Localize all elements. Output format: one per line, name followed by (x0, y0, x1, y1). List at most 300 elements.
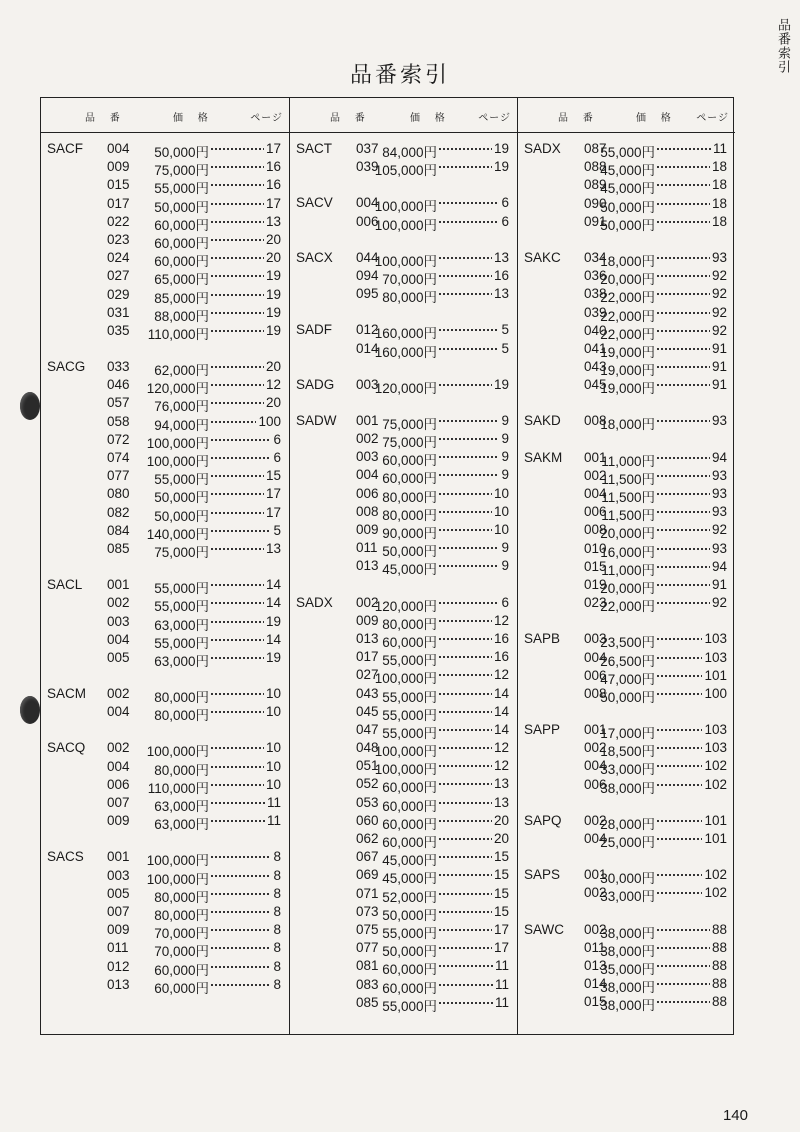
leader-dots (657, 529, 715, 531)
page-ref: 10 (493, 485, 509, 501)
index-row (518, 541, 735, 559)
leader-dots (439, 747, 497, 749)
index-row (518, 867, 735, 885)
index-row (41, 287, 289, 305)
price: 80,000円 (154, 889, 209, 905)
page-ref: 8 (273, 885, 281, 901)
index-row (41, 595, 289, 613)
part-code: 009 (356, 522, 379, 537)
page-ref: 20 (493, 831, 509, 846)
model-prefix: SACM (47, 686, 87, 702)
price: 75,000円 (154, 163, 209, 179)
index-row (41, 650, 289, 668)
index-row (41, 505, 289, 523)
part-code: 052 (356, 776, 379, 792)
header-page: ページ (478, 113, 511, 124)
index-row (41, 414, 289, 432)
index-row (518, 994, 735, 1012)
part-code: 004 (107, 631, 130, 647)
page-ref: 8 (273, 849, 281, 865)
index-row (41, 196, 289, 214)
index-row (518, 286, 735, 304)
part-code: 003 (356, 449, 379, 465)
part-code: 069 (356, 867, 379, 883)
index-row (290, 377, 517, 395)
model-group (290, 250, 517, 305)
index-row (518, 522, 735, 540)
model-group (518, 722, 735, 795)
part-code: 081 (356, 958, 379, 974)
part-code: 009 (356, 612, 379, 628)
leader-dots (211, 257, 269, 259)
part-code: 085 (356, 994, 379, 1010)
index-row (518, 250, 735, 268)
part-code: 038 (584, 286, 607, 302)
index-row (290, 667, 517, 685)
part-code: 019 (584, 576, 607, 592)
leader-dots (211, 203, 269, 205)
leader-dots (439, 166, 497, 168)
part-code: 012 (356, 322, 379, 338)
leader-dots (657, 566, 715, 568)
page-ref: 17 (265, 486, 281, 502)
part-code: 043 (356, 685, 379, 701)
leader-dots (439, 838, 497, 840)
leader-dots (211, 148, 269, 150)
page-ref: 20 (265, 395, 281, 411)
leader-dots (211, 711, 269, 713)
leader-dots (211, 766, 269, 768)
price: 55,000円 (600, 145, 655, 160)
part-code: 009 (107, 922, 130, 938)
index-row (290, 250, 517, 268)
index-row (290, 341, 517, 359)
leader-dots (439, 856, 497, 858)
part-code: 002 (584, 885, 607, 901)
price: 55,000円 (154, 472, 209, 488)
page-ref: 11 (494, 958, 509, 974)
page-ref: 91 (711, 576, 727, 592)
price: 50,000円 (600, 199, 655, 215)
leader-dots (657, 384, 715, 386)
page-ref: 91 (711, 340, 727, 356)
price: 45,000円 (382, 853, 437, 869)
leader-dots (657, 493, 715, 495)
part-code: 010 (584, 540, 607, 556)
price: 30,000円 (600, 871, 655, 887)
part-code: 001 (107, 849, 130, 865)
leader-dots (657, 293, 715, 295)
header-part-number: 品 番 (85, 113, 126, 124)
part-code: 001 (584, 449, 607, 465)
part-code: 023 (584, 595, 607, 611)
leader-dots (439, 674, 497, 676)
page-ref: 6 (501, 594, 509, 610)
part-code: 045 (584, 377, 607, 393)
page-ref: 88 (711, 939, 727, 955)
leader-dots (439, 348, 497, 350)
price: 80,000円 (154, 907, 209, 923)
price: 55,000円 (154, 599, 209, 615)
part-code: 075 (356, 921, 379, 937)
part-code: 002 (356, 594, 379, 610)
price: 85,000円 (154, 290, 209, 306)
leader-dots (657, 420, 715, 422)
index-row (41, 886, 289, 904)
leader-dots (439, 293, 497, 295)
page-ref: 16 (493, 649, 509, 665)
leader-dots (211, 693, 269, 695)
leader-dots (657, 511, 715, 513)
page-ref: 10 (265, 776, 281, 792)
part-code: 003 (356, 376, 379, 392)
index-row (290, 940, 517, 958)
part-code: 008 (356, 503, 379, 519)
leader-dots (211, 929, 269, 931)
model-prefix: SACT (296, 141, 333, 156)
price: 60,000円 (154, 217, 209, 233)
part-code: 002 (584, 740, 607, 756)
price: 50,000円 (382, 907, 437, 923)
leader-dots (211, 530, 269, 532)
page-ref: 19 (493, 141, 509, 156)
page-ref: 20 (265, 231, 281, 247)
part-code: 087 (584, 141, 607, 156)
model-group (41, 141, 289, 341)
model-group (290, 595, 517, 1013)
page-ref: 91 (711, 377, 727, 393)
page-ref: 10 (265, 704, 281, 720)
price: 120,000円 (146, 381, 209, 397)
price: 19,000円 (600, 381, 655, 397)
part-code: 008 (584, 522, 607, 538)
leader-dots (657, 184, 715, 186)
index-row (518, 486, 735, 504)
index-row (518, 468, 735, 486)
part-code: 004 (584, 486, 607, 501)
model-prefix: SACX (296, 249, 333, 265)
model-prefix: SAPP (524, 722, 561, 738)
page-ref: 18 (711, 177, 727, 193)
index-row (290, 686, 517, 704)
page-ref: 93 (711, 486, 727, 501)
part-code: 043 (584, 359, 607, 375)
page-ref: 16 (493, 630, 509, 646)
index-row (290, 613, 517, 631)
index-row (290, 722, 517, 740)
index-row (290, 813, 517, 831)
price: 60,000円 (382, 816, 437, 832)
index-row (290, 595, 517, 613)
part-code: 012 (107, 958, 130, 974)
page-ref: 19 (493, 376, 509, 392)
page-ref: 100 (258, 413, 281, 429)
leader-dots (439, 656, 497, 658)
leader-dots (439, 820, 497, 822)
price: 47,000円 (600, 671, 655, 687)
price: 60,000円 (382, 962, 437, 978)
part-code: 006 (584, 776, 607, 792)
index-row (41, 632, 289, 650)
page-ref: 13 (493, 286, 509, 302)
page-ref: 103 (704, 649, 727, 665)
index-row (518, 196, 735, 214)
model-prefix: SAKD (524, 413, 561, 429)
leader-dots (211, 657, 269, 659)
model-prefix: SAPS (524, 867, 561, 883)
index-row (41, 704, 289, 722)
leader-dots (211, 621, 269, 623)
price: 55,000円 (382, 998, 437, 1014)
leader-dots (211, 856, 269, 858)
page-ref: 16 (265, 177, 281, 193)
index-row (518, 141, 735, 159)
page-ref: 10 (265, 758, 281, 774)
header-price: 価 格 (173, 113, 214, 124)
page-ref: 10 (265, 686, 281, 702)
page-ref: 12 (493, 612, 509, 628)
index-row (518, 577, 735, 595)
part-code: 003 (107, 867, 130, 883)
part-code: 045 (356, 703, 379, 719)
price: 100,000円 (374, 217, 437, 233)
index-row (518, 450, 735, 468)
price: 45,000円 (382, 562, 437, 578)
price: 55,000円 (154, 181, 209, 197)
part-code: 084 (107, 522, 130, 538)
page-ref: 20 (265, 359, 281, 375)
price: 60,000円 (382, 798, 437, 814)
page-ref: 102 (704, 758, 727, 774)
index-row (518, 958, 735, 976)
page-ref: 93 (711, 467, 727, 483)
index-row (41, 395, 289, 413)
index-row (518, 940, 735, 958)
index-row (518, 831, 735, 849)
leader-dots (439, 638, 497, 640)
model-group (41, 577, 289, 668)
page-ref: 17 (265, 504, 281, 520)
part-code: 085 (107, 540, 130, 556)
side-index-tab: 品番索引 (776, 18, 791, 74)
price: 38,000円 (600, 780, 655, 796)
index-row (41, 450, 289, 468)
index-row (41, 541, 289, 559)
page-ref: 19 (265, 304, 281, 320)
price: 19,000円 (600, 344, 655, 360)
index-row (41, 359, 289, 377)
index-row (290, 431, 517, 449)
price: 50,000円 (382, 544, 437, 560)
part-code: 029 (107, 286, 130, 302)
page-ref: 14 (265, 631, 281, 647)
price: 50,000円 (154, 199, 209, 215)
price: 80,000円 (382, 507, 437, 523)
price: 140,000円 (146, 526, 209, 542)
model-group (518, 867, 735, 903)
price: 55,000円 (154, 581, 209, 597)
page-ref: 14 (265, 577, 281, 593)
page-ref: 14 (265, 595, 281, 611)
part-code: 006 (584, 667, 607, 683)
index-row (41, 250, 289, 268)
page-ref: 19 (265, 649, 281, 665)
price: 100,000円 (146, 454, 209, 469)
page-ref: 8 (273, 867, 281, 883)
price: 45,000円 (382, 871, 437, 887)
leader-dots (439, 456, 497, 458)
index-row (518, 650, 735, 668)
model-prefix: SACL (47, 577, 83, 593)
part-code: 002 (107, 686, 130, 702)
index-row (518, 359, 735, 377)
price: 100,000円 (146, 871, 209, 887)
part-code: 013 (356, 630, 379, 646)
index-row (41, 940, 289, 958)
part-code: 013 (356, 558, 379, 574)
part-code: 001 (584, 867, 607, 883)
price: 60,000円 (382, 835, 437, 850)
index-row (290, 449, 517, 467)
price: 18,000円 (600, 253, 655, 269)
leader-dots (657, 475, 715, 477)
leader-dots (211, 947, 269, 949)
index-row (518, 595, 735, 613)
page-ref: 8 (273, 958, 281, 974)
index-row (518, 668, 735, 686)
part-code: 003 (584, 631, 607, 647)
leader-dots (211, 984, 269, 986)
page-ref: 20 (493, 812, 509, 828)
price: 16,000円 (600, 544, 655, 560)
price: 110,000円 (147, 780, 209, 796)
leader-dots (439, 893, 497, 895)
leader-dots (211, 784, 269, 786)
part-code: 004 (356, 195, 379, 211)
price: 22,000円 (600, 290, 655, 306)
part-code: 006 (356, 213, 379, 229)
page-ref: 5 (273, 522, 281, 538)
part-code: 002 (584, 467, 607, 483)
punch-hole (20, 392, 40, 420)
page-ref: 93 (711, 504, 727, 520)
leader-dots (211, 294, 269, 296)
leader-dots (439, 620, 497, 622)
part-code: 006 (356, 485, 379, 501)
price: 160,000円 (374, 344, 437, 360)
model-group (518, 413, 735, 431)
index-row (41, 849, 289, 867)
index-row (290, 649, 517, 667)
leader-dots (657, 257, 715, 259)
model-group (290, 413, 517, 577)
leader-dots (439, 202, 497, 204)
part-code: 048 (356, 740, 379, 756)
leader-dots (439, 565, 497, 567)
price: 100,000円 (146, 744, 209, 760)
leader-dots (439, 1002, 497, 1004)
leader-dots (439, 474, 497, 476)
page-ref: 92 (711, 522, 727, 538)
page-ref: 17 (265, 195, 281, 211)
index-row (41, 959, 289, 977)
part-code: 001 (356, 412, 379, 428)
index-row (518, 758, 735, 776)
price: 22,000円 (600, 326, 655, 342)
page-ref: 92 (711, 286, 727, 302)
page-ref: 12 (493, 758, 509, 774)
column-header (41, 98, 289, 133)
price: 65,000円 (154, 272, 209, 288)
index-row (290, 867, 517, 885)
part-code: 004 (107, 141, 130, 156)
leader-dots (211, 330, 269, 332)
leader-dots (211, 439, 269, 441)
leader-dots (211, 457, 269, 459)
price: 50,000円 (600, 689, 655, 705)
price: 38,000円 (600, 998, 655, 1014)
page-ref: 9 (501, 449, 509, 465)
model-prefix: SACS (47, 849, 84, 865)
part-code: 034 (584, 249, 607, 265)
price: 17,000円 (600, 726, 655, 742)
page-ref: 92 (711, 322, 727, 338)
index-row (41, 904, 289, 922)
part-code: 014 (584, 976, 607, 992)
page-title: 品番索引 (349, 62, 450, 87)
index-row (518, 377, 735, 395)
index-row (518, 885, 735, 903)
leader-dots (211, 875, 269, 877)
part-code: 004 (584, 831, 607, 846)
leader-dots (657, 366, 715, 368)
leader-dots (439, 529, 497, 531)
page-ref: 88 (711, 976, 727, 992)
part-code: 089 (584, 177, 607, 193)
leader-dots (439, 438, 497, 440)
model-prefix: SAWC (524, 921, 564, 937)
price: 105,000円 (374, 163, 437, 179)
page-ref: 8 (273, 976, 281, 992)
part-code: 002 (107, 740, 130, 756)
page-ref: 102 (704, 776, 727, 792)
page-ref: 9 (501, 540, 509, 556)
price: 100,000円 (146, 435, 209, 451)
price: 84,000円 (382, 145, 437, 160)
leader-dots (439, 275, 497, 277)
leader-dots (439, 929, 497, 931)
model-group (41, 686, 289, 722)
price: 120,000円 (374, 598, 437, 614)
leader-dots (211, 493, 269, 495)
punch-hole (20, 696, 40, 724)
part-code: 047 (356, 721, 379, 737)
leader-dots (211, 911, 269, 913)
index-column-2 (289, 98, 517, 1034)
leader-dots (439, 511, 497, 513)
price: 90,000円 (382, 526, 437, 541)
price: 25,000円 (600, 835, 655, 850)
index-row (518, 740, 735, 758)
index-row (518, 922, 735, 940)
price: 50,000円 (154, 145, 209, 160)
leader-dots (657, 166, 715, 168)
page-ref: 17 (493, 921, 509, 937)
price: 55,000円 (382, 725, 437, 741)
leader-dots (657, 965, 715, 967)
page-ref: 88 (711, 921, 727, 937)
part-code: 027 (107, 268, 130, 284)
